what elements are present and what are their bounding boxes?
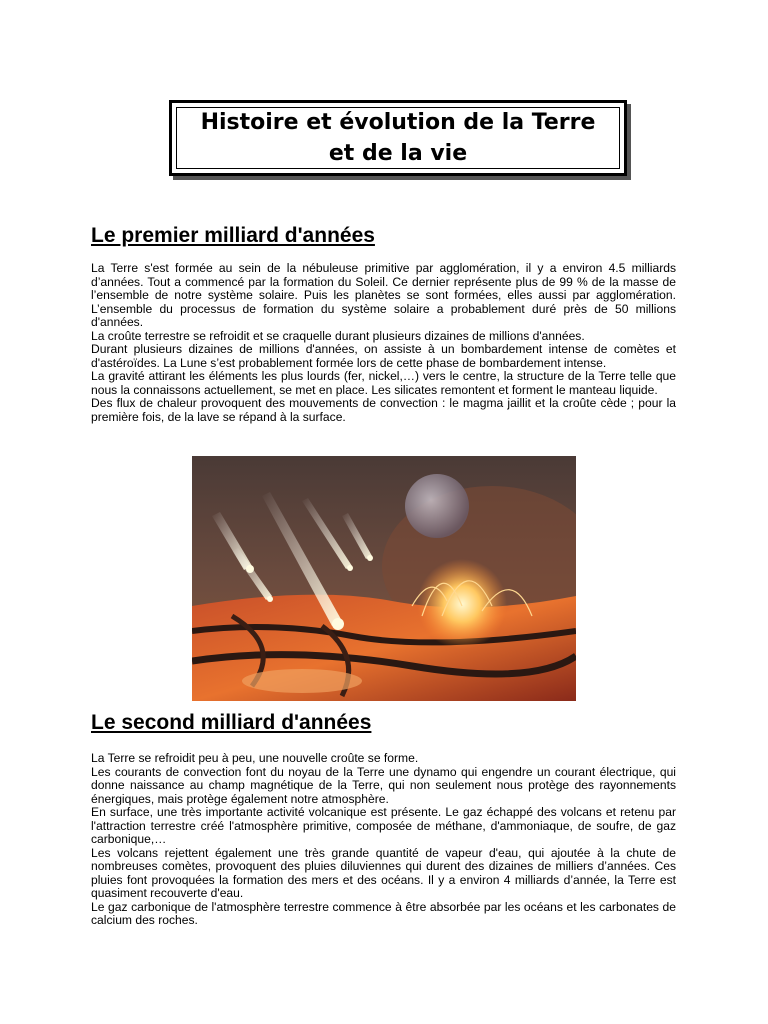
paragraph: Le gaz carbonique de l'atmosphère terrestre commence à être absorbée par les océans et les carbonates de calcium des roches.: [91, 899, 676, 927]
paragraph: La Terre s'est formée au sein de la nébuleuse primitive par agglomération, il y a environ 4.5 milliards d’années. Tout a commencé par la formation du Soleil. Ce dernier représente plus de 99 % de la masse de l’ensemble de notre système solaire. Puis les planètes se sont formées, elles aussi par agglomération. L’ensemble du processus de formation du système solaire a probablement duré près de 50 millions d'années.: [91, 261, 676, 329]
early-earth-bombardment-illustration: [192, 456, 576, 701]
title-box: [169, 100, 627, 176]
paragraph: Les courants de convection font du noyau de la Terre une dynamo qui engendre un courant électrique, qui donne naissance au champ magnétique de la Terre, qui non seulement nous protège des rayonnements énergiques, mais protège également notre atmosphère.: [91, 764, 676, 806]
section-body-second-billion: [91, 752, 676, 928]
section-heading-first-billion: Le premier milliard d'années: [91, 224, 375, 247]
section-body-first-billion: [91, 262, 676, 424]
paragraph: En surface, une très importante activité volcanique est présente. Le gaz échappé des volcans et retenu par l'attraction terrestre créé l'atmosphère primitive, composée de méthane, d'ammoniaque, de soufre, de gaz carbonique,…: [91, 805, 676, 846]
paragraph: La croûte terrestre se refroidit et se craquelle durant plusieurs dizaines de millions d'années.: [91, 328, 585, 343]
paragraph: La Terre se refroidit peu à peu, une nouvelle croûte se forme.: [91, 751, 419, 765]
illustration-drawing: [192, 456, 576, 701]
paragraph: Les volcans rejettent également une très grande quantité de vapeur d'eau, qui ajoutée à la chute de nombreuses comètes, provoquent des pluies diluviennes qui durent des dizaines de milliers d’années. Ces pluies font provoquées la formation des mers et des océans. Il y a environ 4 milliards d’année, la Terre est quasiment recouverte d'eau.: [91, 845, 676, 900]
page-title: Histoire et évolution de la Terre et de la vie: [200, 110, 596, 166]
title-inner-frame: [176, 107, 620, 169]
paragraph: Durant plusieurs dizaines de millions d'années, on assiste à un bombardement intense de comètes et d'astéroïdes. La Lune s’est probablement formée lors de cette phase de bombardement intense.: [91, 342, 676, 370]
section-heading-second-billion: Le second milliard d'années: [91, 711, 372, 734]
paragraph: La gravité attirant les éléments les plus lourds (fer, nickel,…) vers le centre, la structure de la Terre telle que nous la connaissons actuellement, se met en place. Les silicates remontent et forment le manteau liquide.: [91, 369, 676, 397]
paragraph: Des flux de chaleur provoquent des mouvements de convection : le magma jaillit et la croûte cède ; pour la première fois, de la lave se répand à la surface.: [91, 396, 676, 424]
